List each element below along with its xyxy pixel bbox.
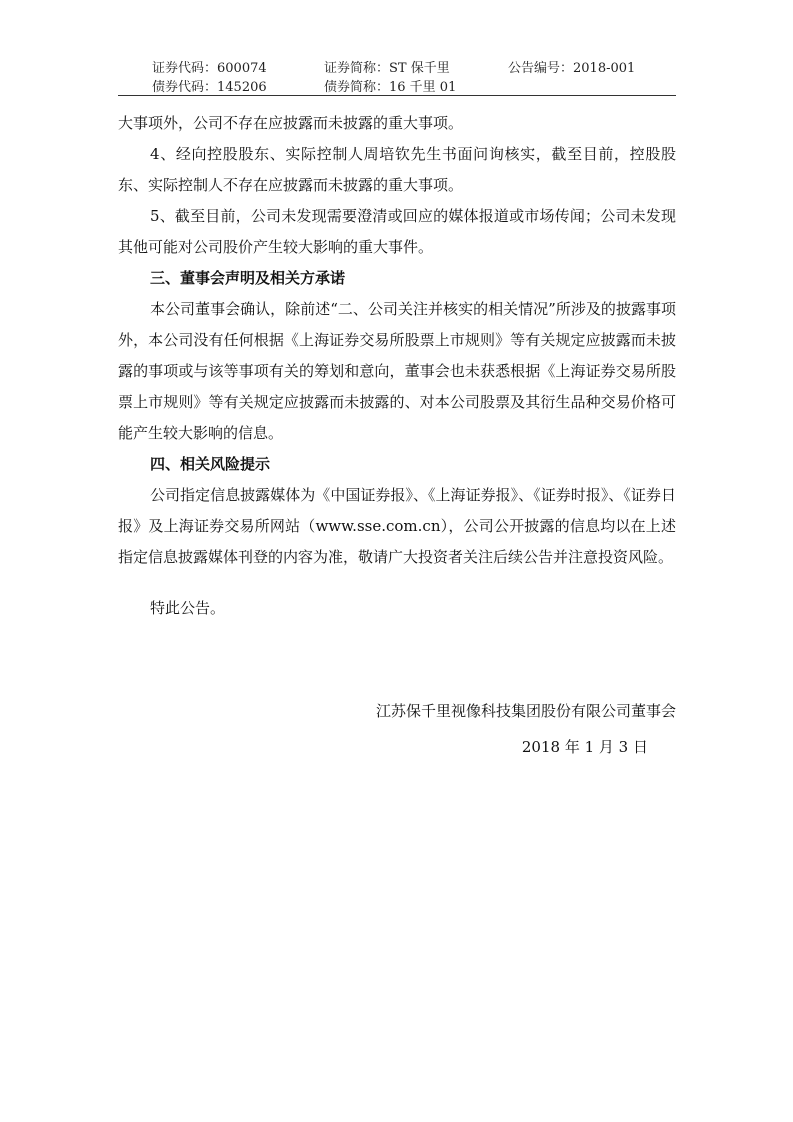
bond-code: 债券代码：145206 — [152, 80, 267, 95]
header-row-stock — [118, 57, 676, 76]
section-heading-4: 四、相关风险提示 — [150, 455, 271, 473]
closing-line: 特此公告。 — [150, 599, 226, 617]
paragraph-board-statement: 本公司董事会确认，除前述“二、公司关注并核实的相关情况”所涉及的披露事项外，本公司没有任何根据《上海证券交易所股票上市规则》等有关规定应披露而未披露的事项或与该等事项有关的筹划和意向，董事会也未获悉根据《上海证券交易所股票上市规则》等有关规定应披露而未披露的、对本公司股票及其衍生品种交易价格可能产生较大影响的信息。 — [118, 300, 676, 442]
section-heading-3: 三、董事会声明及相关方承诺 — [150, 269, 346, 287]
paragraph-risk-notice: 公司指定信息披露媒体为《中国证券报》、《上海证券报》、《证券时报》、《证券日报》及上海证券交易所网站（www.sse.com.cn），公司公开披露的信息均以在上述指定信息披露媒体刊登的内容为准，敬请广大投资者关注后续公告并注意投资风险。 — [118, 486, 676, 566]
stock-code: 证券代码：600074 — [152, 61, 267, 76]
paragraph-continued: 大事项外，公司不存在应披露而未披露的重大事项。 — [118, 114, 464, 132]
header-divider — [118, 95, 676, 96]
stock-short-name: 证券简称：ST 保千里 — [324, 61, 450, 76]
paragraph-item-5: 5、截至目前，公司未发现需要澄清或回应的媒体报道或市场传闻；公司未发现其他可能对公司股价产生较大影响的重大事件。 — [118, 207, 676, 256]
signature-company: 江苏保千里视像科技集团股份有限公司董事会 — [375, 702, 676, 720]
bond-short-name: 债券简称：16 千里 01 — [324, 80, 457, 95]
notice-number: 公告编号：2018-001 — [508, 61, 636, 76]
signature-date: 2018 年 1 月 3 日 — [521, 738, 648, 756]
document-header — [118, 57, 676, 95]
spacer — [118, 573, 676, 593]
document-body — [118, 108, 676, 624]
header-row-bond — [118, 76, 676, 95]
paragraph-item-4: 4、经向控股股东、实际控制人周培钦先生书面问询核实，截至目前，控股股东、实际控制人不存在应披露而未披露的重大事项。 — [118, 145, 676, 194]
